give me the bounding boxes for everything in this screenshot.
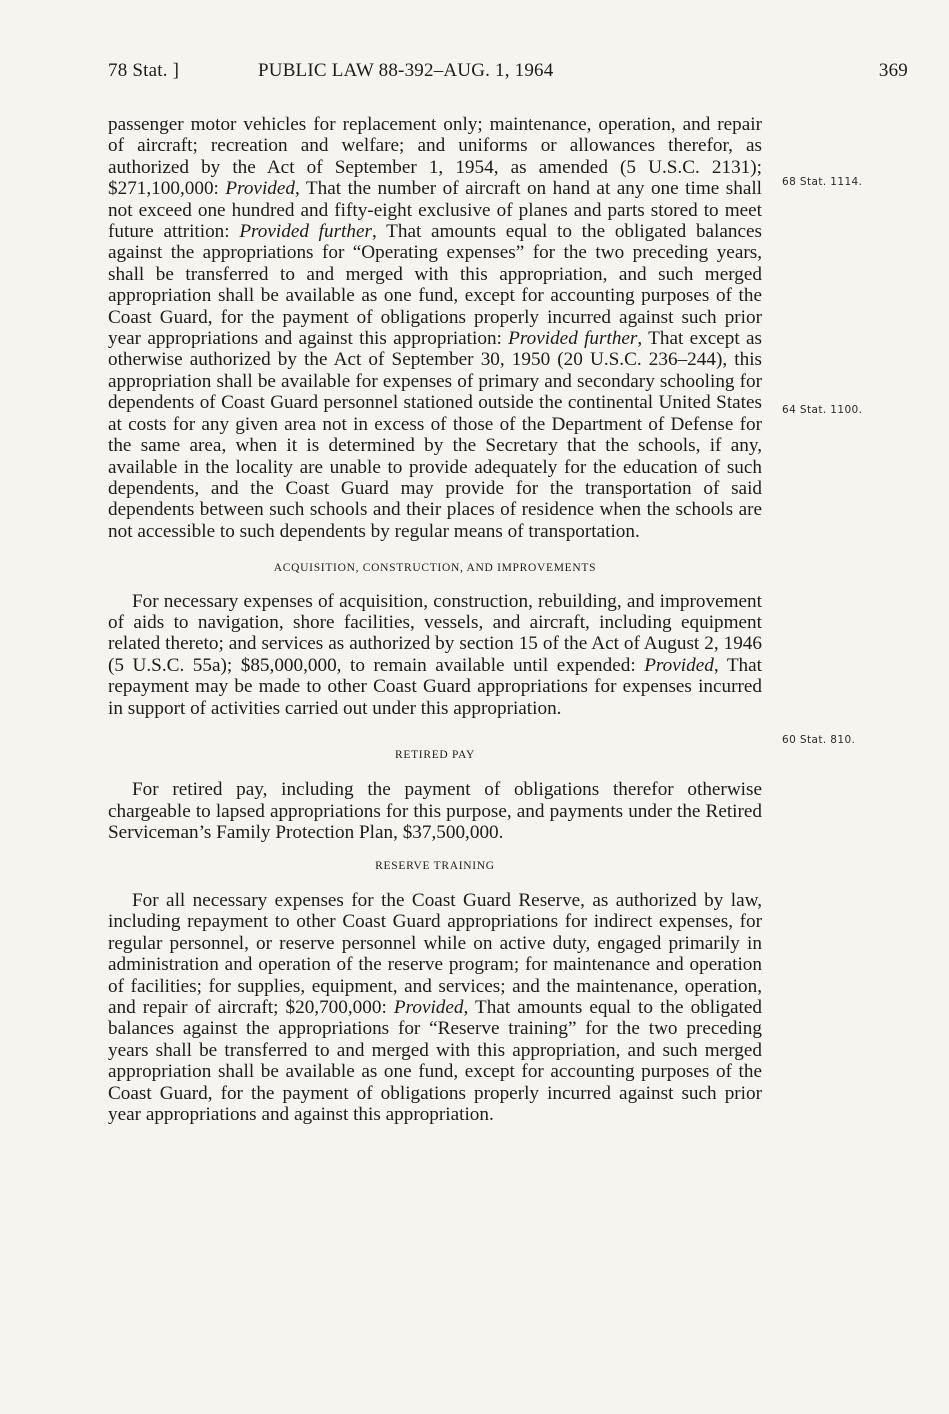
acquisition-paragraph: For necessary expenses of acquisition, construction, rebuilding, and improvement of aids to navigation, shore facilities, vessels, and aircraft, including equipment related thereto; and services as authorized by section 15 of the Act of August 2, 1946 (5 U.S.C. 55a); $85,000,000, to remain available until expended: Provided, That repayment may be made to other Coast Guard appropriations for expenses incurred in support of activities carried out under this appropriation.	[108, 590, 762, 719]
margin-note-68-stat: 68 Stat. 1114.	[782, 176, 863, 188]
acquisition-heading: ACQUISITION, CONSTRUCTION, AND IMPROVEMENTS	[273, 562, 597, 575]
volume-reference: 78 Stat. ]	[108, 60, 180, 81]
body-text	[108, 114, 762, 1125]
operating-expenses-paragraph: passenger motor vehicles for replacement only; maintenance, operation, and repair of aircraft; recreation and welfare; and uniforms or allowances therefor, as authorized by the Act of September 1, 1954, as amended (5 U.S.C. 2131); $271,100,000: Provided, That the number of aircraft on hand at any one time shall not exceed one hundred and fifty-eight exclusive of planes and parts stored to meet future attrition: Provided further, That amounts equal to the obligated balances against the appropriations for “Operating expenses” for the two preceding years, shall be transferred to and merged with this appropriation, and such merged appropriation shall be available as one fund, except for accounting purposes of the Coast Guard, for the payment of obligations properly incurred against such prior year appropriations and against this appropriation: Provided further, That except as otherwise authorized by the Act of September 30, 1950 (20 U.S.C. 236–244), this appropriation shall be available for expenses of primary and secondary schooling for dependents of Coast Guard personnel stationed outside the continental United States at costs for any given area not in excess of those of the Department of Defense for the same area, when it is determined by the Secretary that the schools, if any, available in the locality are unable to provide adequately for the education of such dependents, and the Coast Guard may provide for the transportation of said dependents between such schools and their places of residence when the schools are not accessible to such dependents by regular means of transportation.	[108, 114, 762, 542]
margin-note-64-stat: 64 Stat. 1100.	[782, 404, 863, 416]
page-header	[108, 60, 908, 86]
retired-pay-heading: RETIRED PAY	[394, 748, 476, 761]
page-number: 369	[878, 60, 908, 81]
retired-pay-paragraph: For retired pay, including the payment of obligations therefor otherwise chargeable to lapsed appropriations for this purpose, and payments under the Retired Serviceman’s Family Protection Plan, $37,500,000.	[108, 779, 762, 844]
reserve-training-paragraph: For all necessary expenses for the Coast Guard Reserve, as authorized by law, including repayment to other Coast Guard appropriations for indirect expenses, for regular personnel, or reserve personnel while on active duty, engaged primarily in administration and operation of the reserve program; for maintenance and operation of facilities; for supplies, equipment, and services; and the maintenance, operation, and repair of aircraft; $20,700,000: Provided, That amounts equal to the obligated balances against the appropriations for “Reserve training” for the two preceding years shall be transferred to and merged with this appropriation, and such merged appropriation shall be available as one fund, except for accounting purposes of the Coast Guard, for the payment of obligations properly incurred against such prior year appropriations and against this appropriation.	[108, 890, 763, 1126]
margin-note-60-stat: 60 Stat. 810.	[782, 734, 856, 746]
reserve-training-heading: RESERVE TRAINING	[375, 859, 495, 872]
law-title: PUBLIC LAW 88-392–AUG. 1, 1964	[258, 60, 554, 81]
